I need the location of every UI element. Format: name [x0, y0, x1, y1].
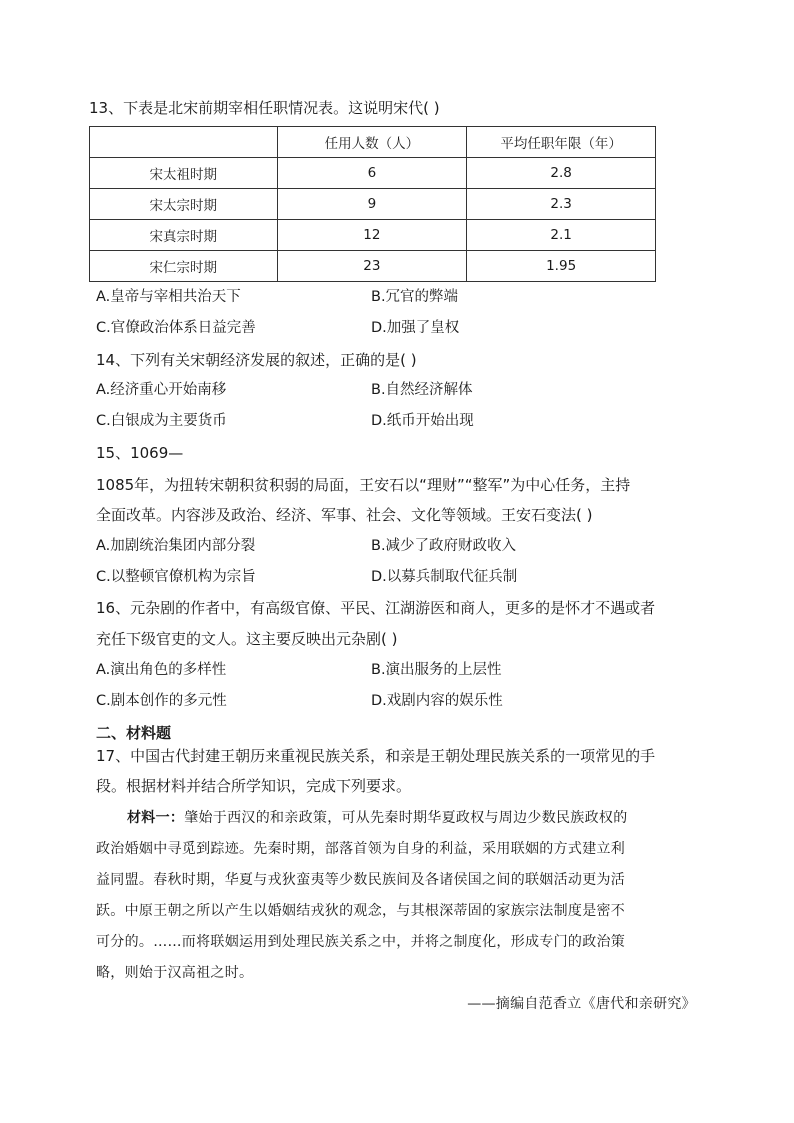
- table-row: [90, 158, 656, 189]
- material-line: 益同盟。春秋时期，华夏与戎狄蛮夷等少数民族间及各诸侯国之间的联姻活动更为活: [96, 872, 626, 888]
- table-row: [90, 220, 656, 251]
- q16-option-c[interactable]: C.剧本创作的多元性: [96, 693, 227, 709]
- material-label: 材料一：: [127, 810, 185, 826]
- table-cell: 宋仁宗时期: [90, 251, 278, 282]
- q14-option-d[interactable]: D.纸币开始出现: [371, 413, 474, 429]
- q13-option-d[interactable]: D.加强了皇权: [371, 320, 460, 336]
- q15-option-c[interactable]: C.以整顿官僚机构为宗旨: [96, 569, 256, 585]
- q15-option-b[interactable]: B.减少了政府财政收入: [371, 538, 517, 554]
- q13-option-b[interactable]: B.冗官的弊端: [371, 289, 459, 305]
- q16-stem-line2: 充任下级官吏的文人。这主要反映出元杂剧( ): [96, 630, 398, 648]
- q16-option-b[interactable]: B.演出服务的上层性: [371, 662, 502, 678]
- q17-stem-line2: 段。根据材料并结合所学知识，完成下列要求。: [96, 777, 412, 795]
- q13-option-c[interactable]: C.官僚政治体系日益完善: [96, 320, 256, 336]
- q17-stem-line1: 17、中国古代封建王朝历来重视民族关系，和亲是王朝处理民族关系的一项常见的手: [96, 747, 656, 765]
- q14-stem: 14、下列有关宋朝经济发展的叙述，正确的是( ): [96, 351, 417, 369]
- q15-option-d[interactable]: D.以募兵制取代征兵制: [371, 569, 518, 585]
- material-source: ——摘编自范香立《唐代和亲研究》: [467, 996, 696, 1012]
- q13-option-a[interactable]: A.皇帝与宰相共治天下: [96, 289, 241, 305]
- table-header-cell: 平均任职年限（年）: [467, 127, 656, 158]
- table-row: [90, 251, 656, 282]
- table-cell: 2.8: [467, 158, 656, 189]
- q13-table: [89, 126, 656, 282]
- table-cell: 宋真宗时期: [90, 220, 278, 251]
- material-line: [127, 808, 628, 828]
- material-line: 可分的。……而将联姻运用到处理民族关系之中，并将之制度化，形成专门的政治策: [96, 934, 626, 950]
- q16-option-d[interactable]: D.戏剧内容的娱乐性: [371, 693, 503, 709]
- table-cell: 宋太宗时期: [90, 189, 278, 220]
- table-cell: 宋太祖时期: [90, 158, 278, 189]
- material-text: 肇始于西汉的和亲政策，可从先秦时期华夏政权与周边少数民族政权的: [184, 810, 628, 826]
- material-line: 跃。中原王朝之所以产生以婚姻结戎狄的观念，与其根深蒂固的家族宗法制度是密不: [96, 903, 626, 919]
- table-cell: 23: [277, 251, 467, 282]
- q14-option-b[interactable]: B.自然经济解体: [371, 382, 473, 398]
- q15-stem-line2: 1085年，为扭转宋朝积贫积弱的局面，王安石以“理财”“整军”为中心任务，主持: [96, 476, 631, 494]
- q15-stem-line3: 全面改革。内容涉及政治、经济、军事、社会、文化等领域。王安石变法( ): [96, 506, 593, 524]
- table-cell: 9: [277, 189, 467, 220]
- table-cell: 1.95: [467, 251, 656, 282]
- q16-stem-line1: 16、元杂剧的作者中，有高级官僚、平民、江湖游医和商人，更多的是怀才不遇或者: [96, 599, 656, 617]
- table-header-cell: [90, 127, 278, 158]
- q14-option-c[interactable]: C.白银成为主要货币: [96, 413, 227, 429]
- material-line: 政治婚姻中寻觅到踪迹。先秦时期，部落首领为自身的利益，采用联姻的方式建立利: [96, 841, 626, 857]
- table-header-cell: 任用人数（人）: [277, 127, 467, 158]
- q15-option-a[interactable]: A.加剧统治集团内部分裂: [96, 538, 256, 554]
- q14-option-a[interactable]: A.经济重心开始南移: [96, 382, 227, 398]
- table-row: [90, 189, 656, 220]
- table-cell: 12: [277, 220, 467, 251]
- material-line: 略，则始于汉高祖之时。: [96, 965, 254, 981]
- q13-stem: 13、下表是北宋前期宰相任职情况表。这说明宋代( ): [89, 99, 440, 117]
- table-cell: 6: [277, 158, 467, 189]
- table-header-row: [90, 127, 656, 158]
- table-cell: 2.1: [467, 220, 656, 251]
- q16-option-a[interactable]: A.演出角色的多样性: [96, 662, 227, 678]
- q15-stem-line1: 15、1069—: [96, 444, 184, 462]
- table-cell: 2.3: [467, 189, 656, 220]
- section-title: 二、材料题: [96, 724, 172, 742]
